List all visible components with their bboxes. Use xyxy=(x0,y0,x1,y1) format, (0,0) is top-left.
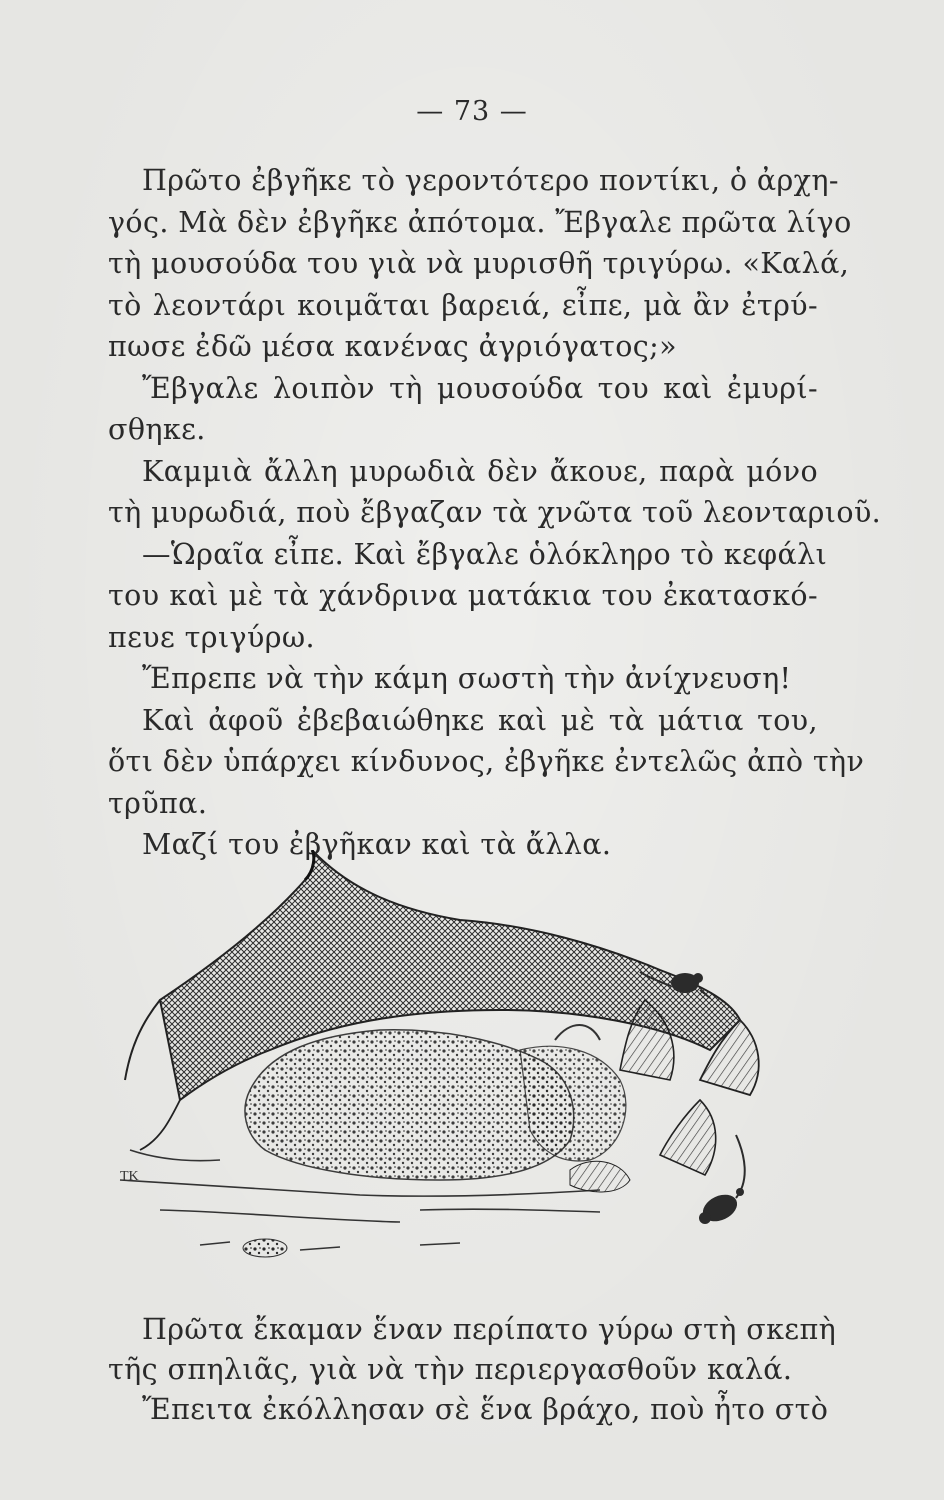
text-line: Πρῶτο ἐβγῆκε τὸ γεροντότερο ποντίκι, ὁ ἀρχη- xyxy=(142,164,839,197)
text-line: Ἔπειτα ἐκόλλησαν σὲ ἕνα βράχο, ποὺ ἦτο στὸ xyxy=(142,1393,829,1426)
text-line: του καὶ μὲ τὰ χάνδρινα ματάκια του ἐκατασκό- xyxy=(108,579,818,612)
text-line: γός. Μὰ δὲν ἐβγῆκε ἀπότομα. Ἔβγαλε πρῶτα λίγο xyxy=(108,205,852,239)
page-number: — 73 — xyxy=(416,96,528,127)
text-line: ὅτι δὲν ὑπάρχει κίνδυνος, ἐβγῆκε ἐντελῶς ἀπὸ τὴν xyxy=(108,745,865,778)
text-line: Πρῶτα ἔκαμαν ἕναν περίπατο γύρω στὴ σκεπὴ xyxy=(142,1313,837,1346)
sleeping-lion xyxy=(245,1025,626,1180)
text-line: Μαζί του ἐβγῆκαν καὶ τὰ ἄλλα. xyxy=(142,828,612,861)
text-line: Ἔπρεπε νὰ τὴν κάμη σωστὴ τὴν ἀνίχνευση! xyxy=(142,662,792,695)
text-line: Ἔβγαλε λοιπὸν τὴ μουσούδα του καὶ ἐμυρί- xyxy=(142,371,818,405)
text-line: Καὶ ἀφοῦ ἐβεβαιώθηκε καὶ μὲ τὰ μάτια του, xyxy=(142,703,818,737)
text-line: τὴ μυρωδιά, ποὺ ἔβγαζαν τὰ χνῶτα τοῦ λεονταριοῦ. xyxy=(108,496,882,529)
text-line: σθηκε. xyxy=(108,413,206,446)
text-line: πωσε ἐδῶ μέσα κανένας ἀγριόγατος;» xyxy=(108,330,677,363)
cave-illustration xyxy=(100,850,820,1280)
text-line: Καμμιὰ ἄλλη μυρωδιὰ δὲν ἄκουε, παρὰ μόνο xyxy=(142,454,818,488)
text-line: τὴ μουσούδα του γιὰ νὰ μυρισθῆ τριγύρω. «Καλά, xyxy=(108,247,850,280)
text-line: —Ὡραῖα εἶπε. Καὶ ἔβγαλε ὁλόκληρο τὸ κεφάλι xyxy=(142,537,828,571)
text-line: τῆς σπηλιᾶς, γιὰ νὰ τὴν περιεργασθοῦν καλά. xyxy=(108,1353,793,1386)
text-line: τρῦπα. xyxy=(108,786,208,820)
text-line: τὸ λεοντάρι κοιμᾶται βαρειά, εἶπε, μὰ ἂν ἐτρύ- xyxy=(108,288,818,322)
artist-signature: TK xyxy=(120,1169,139,1184)
text-line: πευε τριγύρω. xyxy=(108,620,315,654)
paragraph-block-bottom xyxy=(108,1310,837,1430)
paragraph-block-top xyxy=(108,160,882,866)
